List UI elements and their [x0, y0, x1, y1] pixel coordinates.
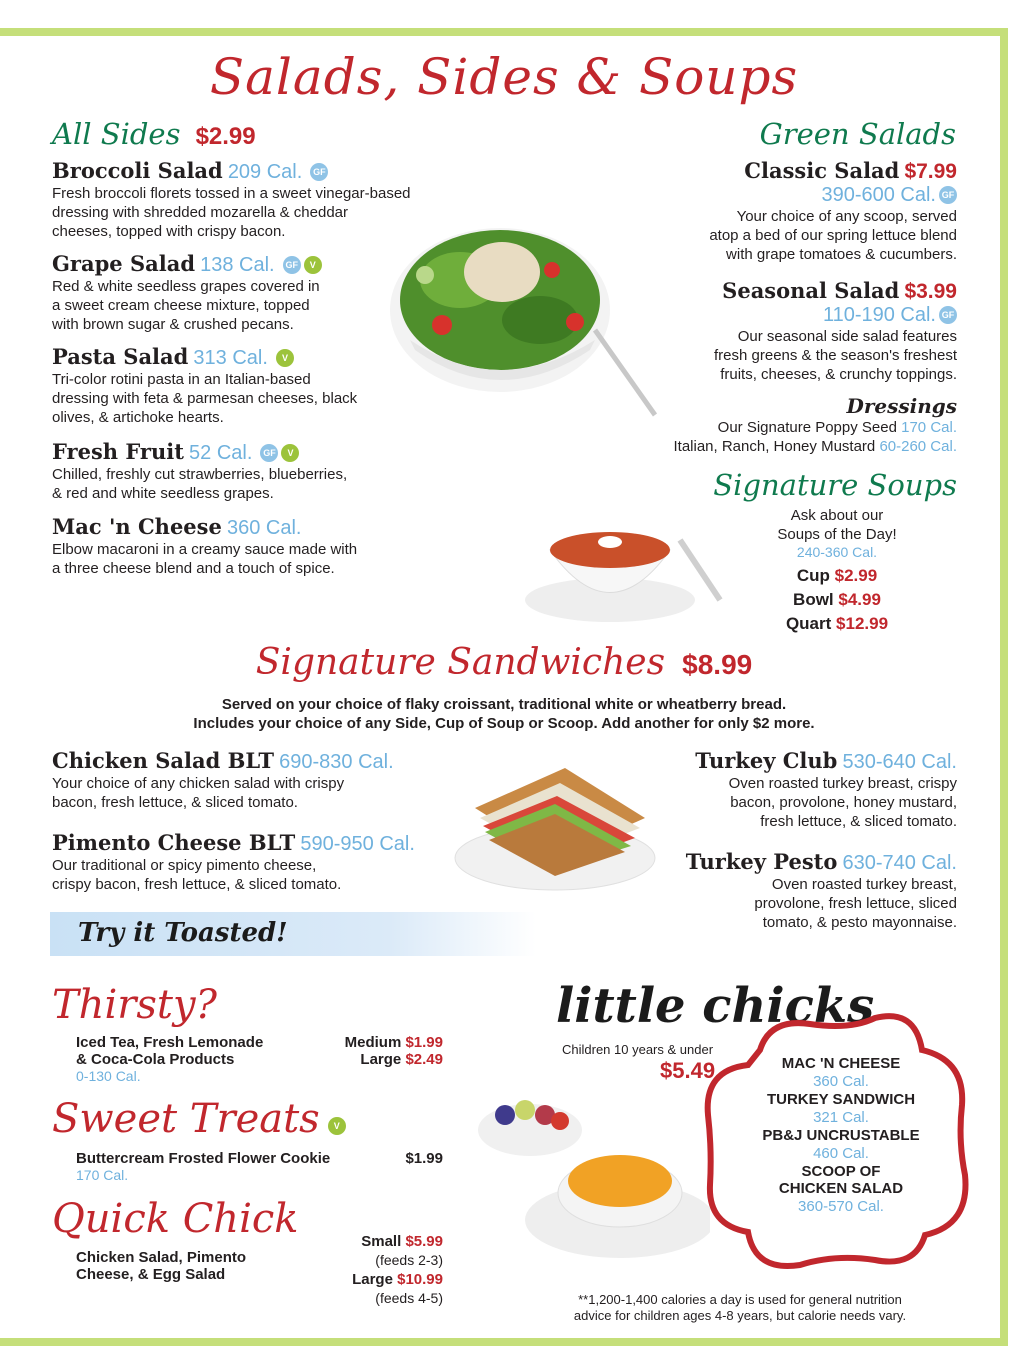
- thirsty-item: [76, 1034, 263, 1084]
- quick-chick-heading: Quick Chick: [52, 1196, 299, 1242]
- vegetarian-icon: V: [304, 256, 322, 274]
- sandwiches-heading: Signature Sandwiches: [255, 642, 666, 683]
- sandwiches-header: [0, 642, 1008, 683]
- dressings: [673, 394, 957, 456]
- vegetarian-icon: V: [328, 1117, 346, 1135]
- page-title: Salads, Sides & Soups: [209, 48, 799, 106]
- size-price: $10.99: [397, 1271, 443, 1288]
- sandwich-turkey-pesto: [686, 849, 957, 932]
- sides-header: [52, 117, 256, 151]
- salad-bowl-image: [370, 200, 670, 440]
- sweet-treats-item: [76, 1150, 330, 1183]
- sandwich-chicken-blt: [52, 748, 394, 812]
- item-cal: 530-640 Cal.: [842, 751, 957, 773]
- thirsty-heading: Thirsty?: [52, 982, 217, 1028]
- item-name: Turkey Pesto: [685, 849, 838, 874]
- kids-item-cal: 360 Cal.: [813, 1073, 869, 1090]
- item-cal: 390-600 Cal.: [821, 184, 936, 206]
- gluten-free-icon: GF: [310, 163, 328, 181]
- item-desc-line: a three cheese blend and a touch of spice.: [52, 560, 335, 577]
- item-desc-line: a sweet cream cheese mixture, topped: [52, 297, 310, 314]
- item-price: $7.99: [904, 160, 957, 183]
- soup-size-price: $12.99: [836, 614, 889, 633]
- dressing-line: Italian, Ranch, Honey Mustard: [673, 438, 876, 455]
- item-name: Grape Salad: [52, 251, 196, 276]
- dressings-heading: Dressings: [846, 394, 957, 418]
- soup-size-price: $2.99: [834, 566, 878, 585]
- sandwiches-price: $8.99: [682, 649, 753, 680]
- kids-item-name: TURKEY SANDWICH: [766, 1091, 916, 1108]
- green-salads-heading: Green Salads: [759, 117, 956, 151]
- item-desc-line: Oven roasted turkey breast,: [771, 876, 957, 893]
- item-name: Pimento Cheese BLT: [52, 830, 296, 855]
- item-desc-line: fresh greens & the season's freshest: [714, 347, 957, 364]
- vegetarian-icon: V: [276, 349, 294, 367]
- kids-item-name: PB&J UNCRUSTABLE: [762, 1127, 920, 1144]
- item-name: Mac 'n Cheese: [52, 514, 222, 539]
- drink-cal: 0-130 Cal.: [76, 1068, 141, 1084]
- gluten-free-icon: GF: [260, 444, 278, 462]
- item-cal: 52 Cal.: [189, 442, 253, 464]
- kids-item-cal: 321 Cal.: [813, 1109, 869, 1126]
- gluten-free-icon: GF: [939, 186, 957, 204]
- soup-size-label: Bowl: [793, 590, 834, 609]
- item-price: $3.99: [904, 280, 957, 303]
- item-desc-line: Red & white seedless grapes covered in: [52, 278, 320, 295]
- sides-heading: All Sides: [52, 117, 181, 151]
- kids-menu-list: [748, 1055, 934, 1216]
- kids-item-name: SCOOP OF: [801, 1163, 881, 1180]
- footnote-line: advice for children ages 4-8 years, but calorie needs vary.: [573, 1308, 907, 1323]
- quick-chick-line: Chicken Salad, Pimento: [76, 1249, 247, 1266]
- feeds-text: (feeds 2-3): [375, 1252, 443, 1268]
- footnote: [530, 1292, 950, 1324]
- sandwiches-sub-line: Served on your choice of flaky croissant, traditional white or wheatberry bread.: [221, 696, 787, 713]
- sandwiches-sub-line: Includes your choice of any Side, Cup of Soup or Scoop. Add another for only $2 more.: [193, 715, 815, 732]
- item-desc-line: fruits, cheeses, & crunchy toppings.: [720, 366, 957, 383]
- item-desc-line: Chilled, freshly cut strawberries, blueberries,: [52, 466, 348, 483]
- item-name: Chicken Salad BLT: [52, 748, 275, 773]
- little-chicks-price: $5.49: [660, 1058, 716, 1083]
- item-desc-line: cheeses, topped with crispy bacon.: [52, 223, 286, 240]
- drink-line: Iced Tea, Fresh Lemonade: [76, 1034, 264, 1051]
- dressing-cal: 170 Cal.: [901, 419, 957, 436]
- size-label: Medium: [344, 1034, 402, 1051]
- dressing-cal: 60-260 Cal.: [879, 438, 957, 455]
- sweet-treats-header: [52, 1096, 346, 1142]
- soups-line: Ask about our: [790, 507, 884, 524]
- little-chicks-heading: little chicks: [556, 978, 875, 1034]
- item-desc-line: olives, & artichoke hearts.: [52, 409, 224, 426]
- item-desc-line: Our traditional or spicy pimento cheese,: [52, 857, 317, 874]
- item-name: Seasonal Salad: [722, 278, 900, 303]
- quick-chick-item: [76, 1249, 246, 1283]
- item-desc-line: Elbow macaroni in a creamy sauce made with: [52, 541, 358, 558]
- gluten-free-icon: GF: [939, 306, 957, 324]
- quick-chick-line: Cheese, & Egg Salad: [76, 1266, 226, 1283]
- item-desc-line: with brown sugar & crushed pecans.: [52, 316, 294, 333]
- gluten-free-icon: GF: [283, 256, 301, 274]
- side-item-pasta: [52, 344, 357, 427]
- item-name: Broccoli Salad: [52, 158, 223, 183]
- sandwich-pimento-blt: [52, 830, 415, 894]
- item-cal: 313 Cal.: [193, 347, 268, 369]
- item-name: Fresh Fruit: [52, 439, 184, 464]
- thirsty-prices: [345, 1034, 443, 1068]
- item-desc-line: with grape tomatoes & cucumbers.: [726, 246, 957, 263]
- item-cal: 138 Cal.: [200, 254, 275, 276]
- green-salads-heading-wrap: [760, 117, 956, 151]
- quick-chick-prices: [352, 1232, 443, 1308]
- vegetarian-icon: V: [281, 444, 299, 462]
- soup-size-label: Quart: [785, 614, 832, 633]
- item-cal: 590-950 Cal.: [300, 833, 415, 855]
- item-desc-line: Fresh broccoli florets tossed in a sweet vinegar-based: [52, 185, 411, 202]
- size-label: Large: [360, 1051, 402, 1068]
- item-desc-line: fresh lettuce, & sliced tomato.: [760, 813, 957, 830]
- size-price: $1.99: [405, 1034, 443, 1051]
- drink-line: & Coca-Cola Products: [76, 1051, 235, 1068]
- item-cal: 110-190 Cal.: [822, 304, 936, 326]
- item-name: Turkey Club: [695, 748, 838, 773]
- item-name: Classic Salad: [744, 158, 900, 183]
- toasted-text: Try it Toasted!: [78, 918, 288, 948]
- item-cal: 690-830 Cal.: [279, 751, 394, 773]
- item-desc-line: tomato, & pesto mayonnaise.: [762, 914, 957, 931]
- side-item-broccoli: [52, 158, 411, 241]
- soups-heading-wrap: [713, 468, 957, 502]
- soups-block: [752, 506, 922, 636]
- seasonal-salad: [714, 278, 957, 384]
- item-desc-line: dressing with shredded mozarella & cheddar: [52, 204, 348, 221]
- item-desc-line: Our seasonal side salad features: [737, 328, 957, 345]
- side-item-grape: [52, 251, 322, 334]
- kids-item-name: MAC 'N CHEESE: [781, 1055, 901, 1072]
- item-desc-line: & red and white seedless grapes.: [52, 485, 274, 502]
- item-desc-line: Your choice of any chicken salad with crispy: [52, 775, 345, 792]
- item-cal: 360 Cal.: [226, 517, 302, 539]
- feeds-text: (feeds 4-5): [375, 1290, 443, 1306]
- kids-food-image: [470, 1085, 710, 1260]
- soups-line: Soups of the Day!: [777, 526, 897, 543]
- sweet-treats-heading: Sweet Treats: [52, 1096, 320, 1142]
- item-cal: 209 Cal.: [227, 161, 303, 183]
- side-item-mac: [52, 514, 357, 578]
- item-desc-line: dressing with feta & parmesan cheeses, black: [52, 390, 358, 407]
- side-item-fruit: [52, 439, 347, 503]
- item-desc-line: atop a bed of our spring lettuce blend: [709, 227, 957, 244]
- item-desc-line: Your choice of any scoop, served: [736, 208, 957, 225]
- item-desc-line: bacon, provolone, honey mustard,: [730, 794, 957, 811]
- size-label: Large: [352, 1271, 393, 1288]
- treat-cal: 170 Cal.: [76, 1167, 129, 1183]
- item-cal: 630-740 Cal.: [842, 852, 957, 874]
- item-desc-line: crispy bacon, fresh lettuce, & sliced tomato.: [52, 876, 342, 893]
- kids-item-name: CHICKEN SALAD: [778, 1180, 904, 1197]
- soup-cup-image: [520, 490, 740, 630]
- soups-heading: Signature Soups: [713, 468, 957, 502]
- sides-price: $2.99: [195, 123, 256, 150]
- kids-item-cal: 360-570 Cal.: [798, 1198, 884, 1215]
- item-desc-line: provolone, fresh lettuce, sliced: [754, 895, 957, 912]
- item-desc-line: bacon, fresh lettuce, & sliced tomato.: [52, 794, 298, 811]
- treat-price: $1.99: [405, 1150, 443, 1167]
- dressing-line: Our Signature Poppy Seed: [717, 419, 897, 436]
- footnote-line: **1,200-1,400 calories a day is used for general nutrition: [578, 1292, 902, 1307]
- sandwich-turkey-club: [695, 748, 957, 831]
- size-price: $5.99: [405, 1233, 443, 1250]
- sandwiches-subtitle: [0, 695, 1008, 733]
- size-label: Small: [361, 1233, 402, 1250]
- soups-cal: 240-360 Cal.: [796, 544, 878, 560]
- soup-size-label: Cup: [796, 566, 830, 585]
- item-desc-line: Tri-color rotini pasta in an Italian-based: [52, 371, 311, 388]
- sandwich-image: [445, 748, 665, 898]
- little-chicks-sub: Children 10 years & under: [562, 1042, 714, 1057]
- item-name: Pasta Salad: [52, 344, 189, 369]
- kids-item-cal: 460 Cal.: [813, 1145, 869, 1162]
- soup-size-price: $4.99: [838, 590, 881, 609]
- treat-name: Buttercream Frosted Flower Cookie: [76, 1150, 331, 1167]
- classic-salad: [709, 158, 957, 264]
- item-desc-line: Oven roasted turkey breast, crispy: [728, 775, 957, 792]
- size-price: $2.49: [405, 1051, 443, 1068]
